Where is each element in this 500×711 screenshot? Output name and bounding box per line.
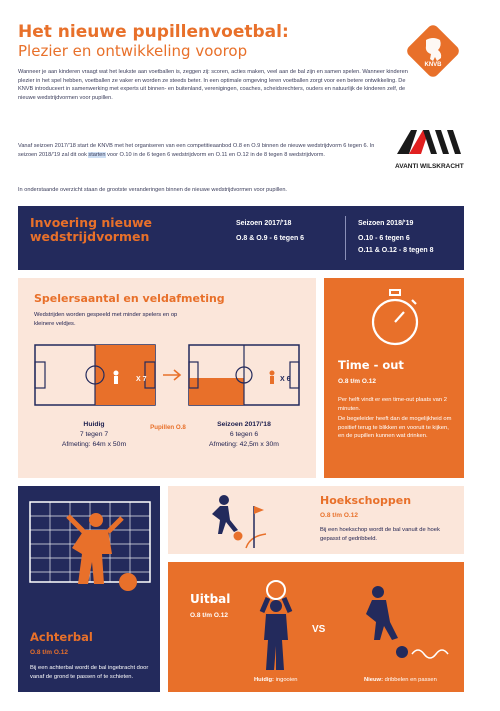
left-player-count: X 7 — [136, 376, 147, 383]
seizoen-format: 6 tegen 6 — [229, 431, 259, 438]
spelersaantal-desc: Wedstrijden worden gespeeld met minder spelers en op kleinere veldjes. — [34, 312, 178, 327]
intro-paragraph-2: Vanaf seizoen 2017/'18 start de KNVB met het organiseren van een competitieaanbod O.8 en O.9 binnen de nieuwe wedstrijdvorm 6 tegen 6. In seizoen 2018/'19 zal dit ook starten voor O.10 in de 6 tegen 6 wedstrijdvorm en O.11 en O.12 in de 8 tegen 8 wedstrijdvorm. — [18, 143, 375, 158]
dribble-illustration — [358, 582, 458, 671]
spelersaantal-panel — [18, 278, 316, 478]
goalkeeper-illustration — [26, 496, 154, 601]
banner-divider — [345, 216, 346, 260]
hoekschoppen-panel — [168, 486, 464, 554]
season2-line1: O.10 - 6 tegen 6 — [358, 235, 410, 242]
arrow-right-icon — [162, 368, 184, 387]
intro-paragraph-3: In onderstaande overzicht staan de grootste veranderingen binnen de nieuwe wedstrijdvormen voor pupillen. — [18, 187, 287, 193]
avanti-logo — [395, 128, 465, 168]
spelersaantal-title: Spelersaantal en veldafmeting — [34, 292, 225, 305]
seizoen-size: Afmeting: 42,5m x 30m — [209, 441, 279, 448]
page-subtitle: Plezier en ontwikkeling voorop — [18, 42, 248, 60]
huidig-label: Huidig — [83, 421, 105, 428]
uitbal-sub: O.8 t/m O.12 — [190, 612, 228, 619]
invoering-banner — [18, 206, 464, 270]
vs-label: VS — [312, 624, 326, 635]
season1-title: Seizoen 2017/'18 — [236, 220, 292, 227]
timeout-p1: Per helft vindt er een time-out plaats van 2 minuten. — [338, 397, 447, 412]
season1-line: O.8 & O.9 - 6 tegen 6 — [236, 235, 305, 242]
throw-in-illustration — [248, 570, 304, 679]
huidig-size: Afmeting: 64m x 50m — [61, 441, 127, 448]
intro-paragraph-1: Wanneer je aan kinderen vraagt wat het leukste aan voetballen is, zeggen zij: scoren, acties maken, veel aan de bal zijn en samen spelen. Wanneer kinderen plezier in het spel hebben, voetballen ze vaker en worden ze steeds beter. In een optimale omgeving leren voetballen zorgt voor een betere ontwikkeling. De KNVB introduceert in samenwerking met experts uit binnen- en buitenland, verenigingen, coaches, scheidsrechters, ouders en natuurlijk de kinderen zelf, de nieuwe wedstrijdvormen voor pupillen. — [18, 69, 408, 101]
pupillen-label: Pupillen O.8 — [150, 424, 186, 431]
hoekschoppen-title: Hoekschoppen — [320, 494, 412, 507]
highlighted-word: starten — [88, 151, 106, 158]
timeout-p2: De begeleider heeft dan de mogelijkheid om positief terug te blikken en vooruit te kijken, en de pupillen kunnen wat drinken. — [338, 416, 452, 439]
timeout-panel — [324, 278, 464, 478]
uitbal-nieuw: Nieuw: dribbelen en passen — [364, 677, 437, 683]
knvb-logo-text: KNVB — [424, 62, 442, 68]
season2-line2: O.11 & O.12 - 8 tegen 8 — [358, 247, 434, 254]
corner-kick-illustration — [188, 492, 268, 555]
stopwatch-icon — [368, 288, 422, 353]
timeout-sub: O.8 t/m O.12 — [338, 378, 376, 385]
sponsor-name: AVANTI WILSKRACHT — [395, 163, 464, 170]
uitbal-panel — [168, 562, 464, 692]
season2-title: Seizoen 2018/'19 — [358, 220, 414, 227]
achterbal-desc: Bij een achterbal wordt de bal ingebracht door vanaf de grond te passen of te schieten. — [30, 665, 149, 680]
hoekschoppen-desc: Bij een hoekschop wordt de bal vanuit de hoek gepasst of gedribbeld. — [320, 527, 440, 542]
seizoen-label: Seizoen 2017/'18 — [217, 421, 271, 428]
achterbal-title: Achterbal — [30, 630, 93, 644]
huidig-format: 7 tegen 7 — [79, 431, 109, 438]
uitbal-title: Uitbal — [190, 592, 231, 606]
timeout-title: Time - out — [338, 358, 404, 372]
right-player-count: X 6 — [280, 376, 291, 383]
uitbal-huidig: Huidig: ingooien — [254, 677, 298, 683]
page-title: Het nieuwe pupillenvoetbal: — [18, 22, 289, 42]
invoering-title-line1: Invoering nieuwe — [30, 215, 152, 230]
invoering-title-line2: wedstrijdvormen — [30, 229, 150, 244]
hoekschoppen-sub: O.8 t/m O.12 — [320, 512, 358, 519]
achterbal-panel — [18, 486, 160, 692]
achterbal-sub: O.8 t/m O.12 — [30, 649, 68, 656]
